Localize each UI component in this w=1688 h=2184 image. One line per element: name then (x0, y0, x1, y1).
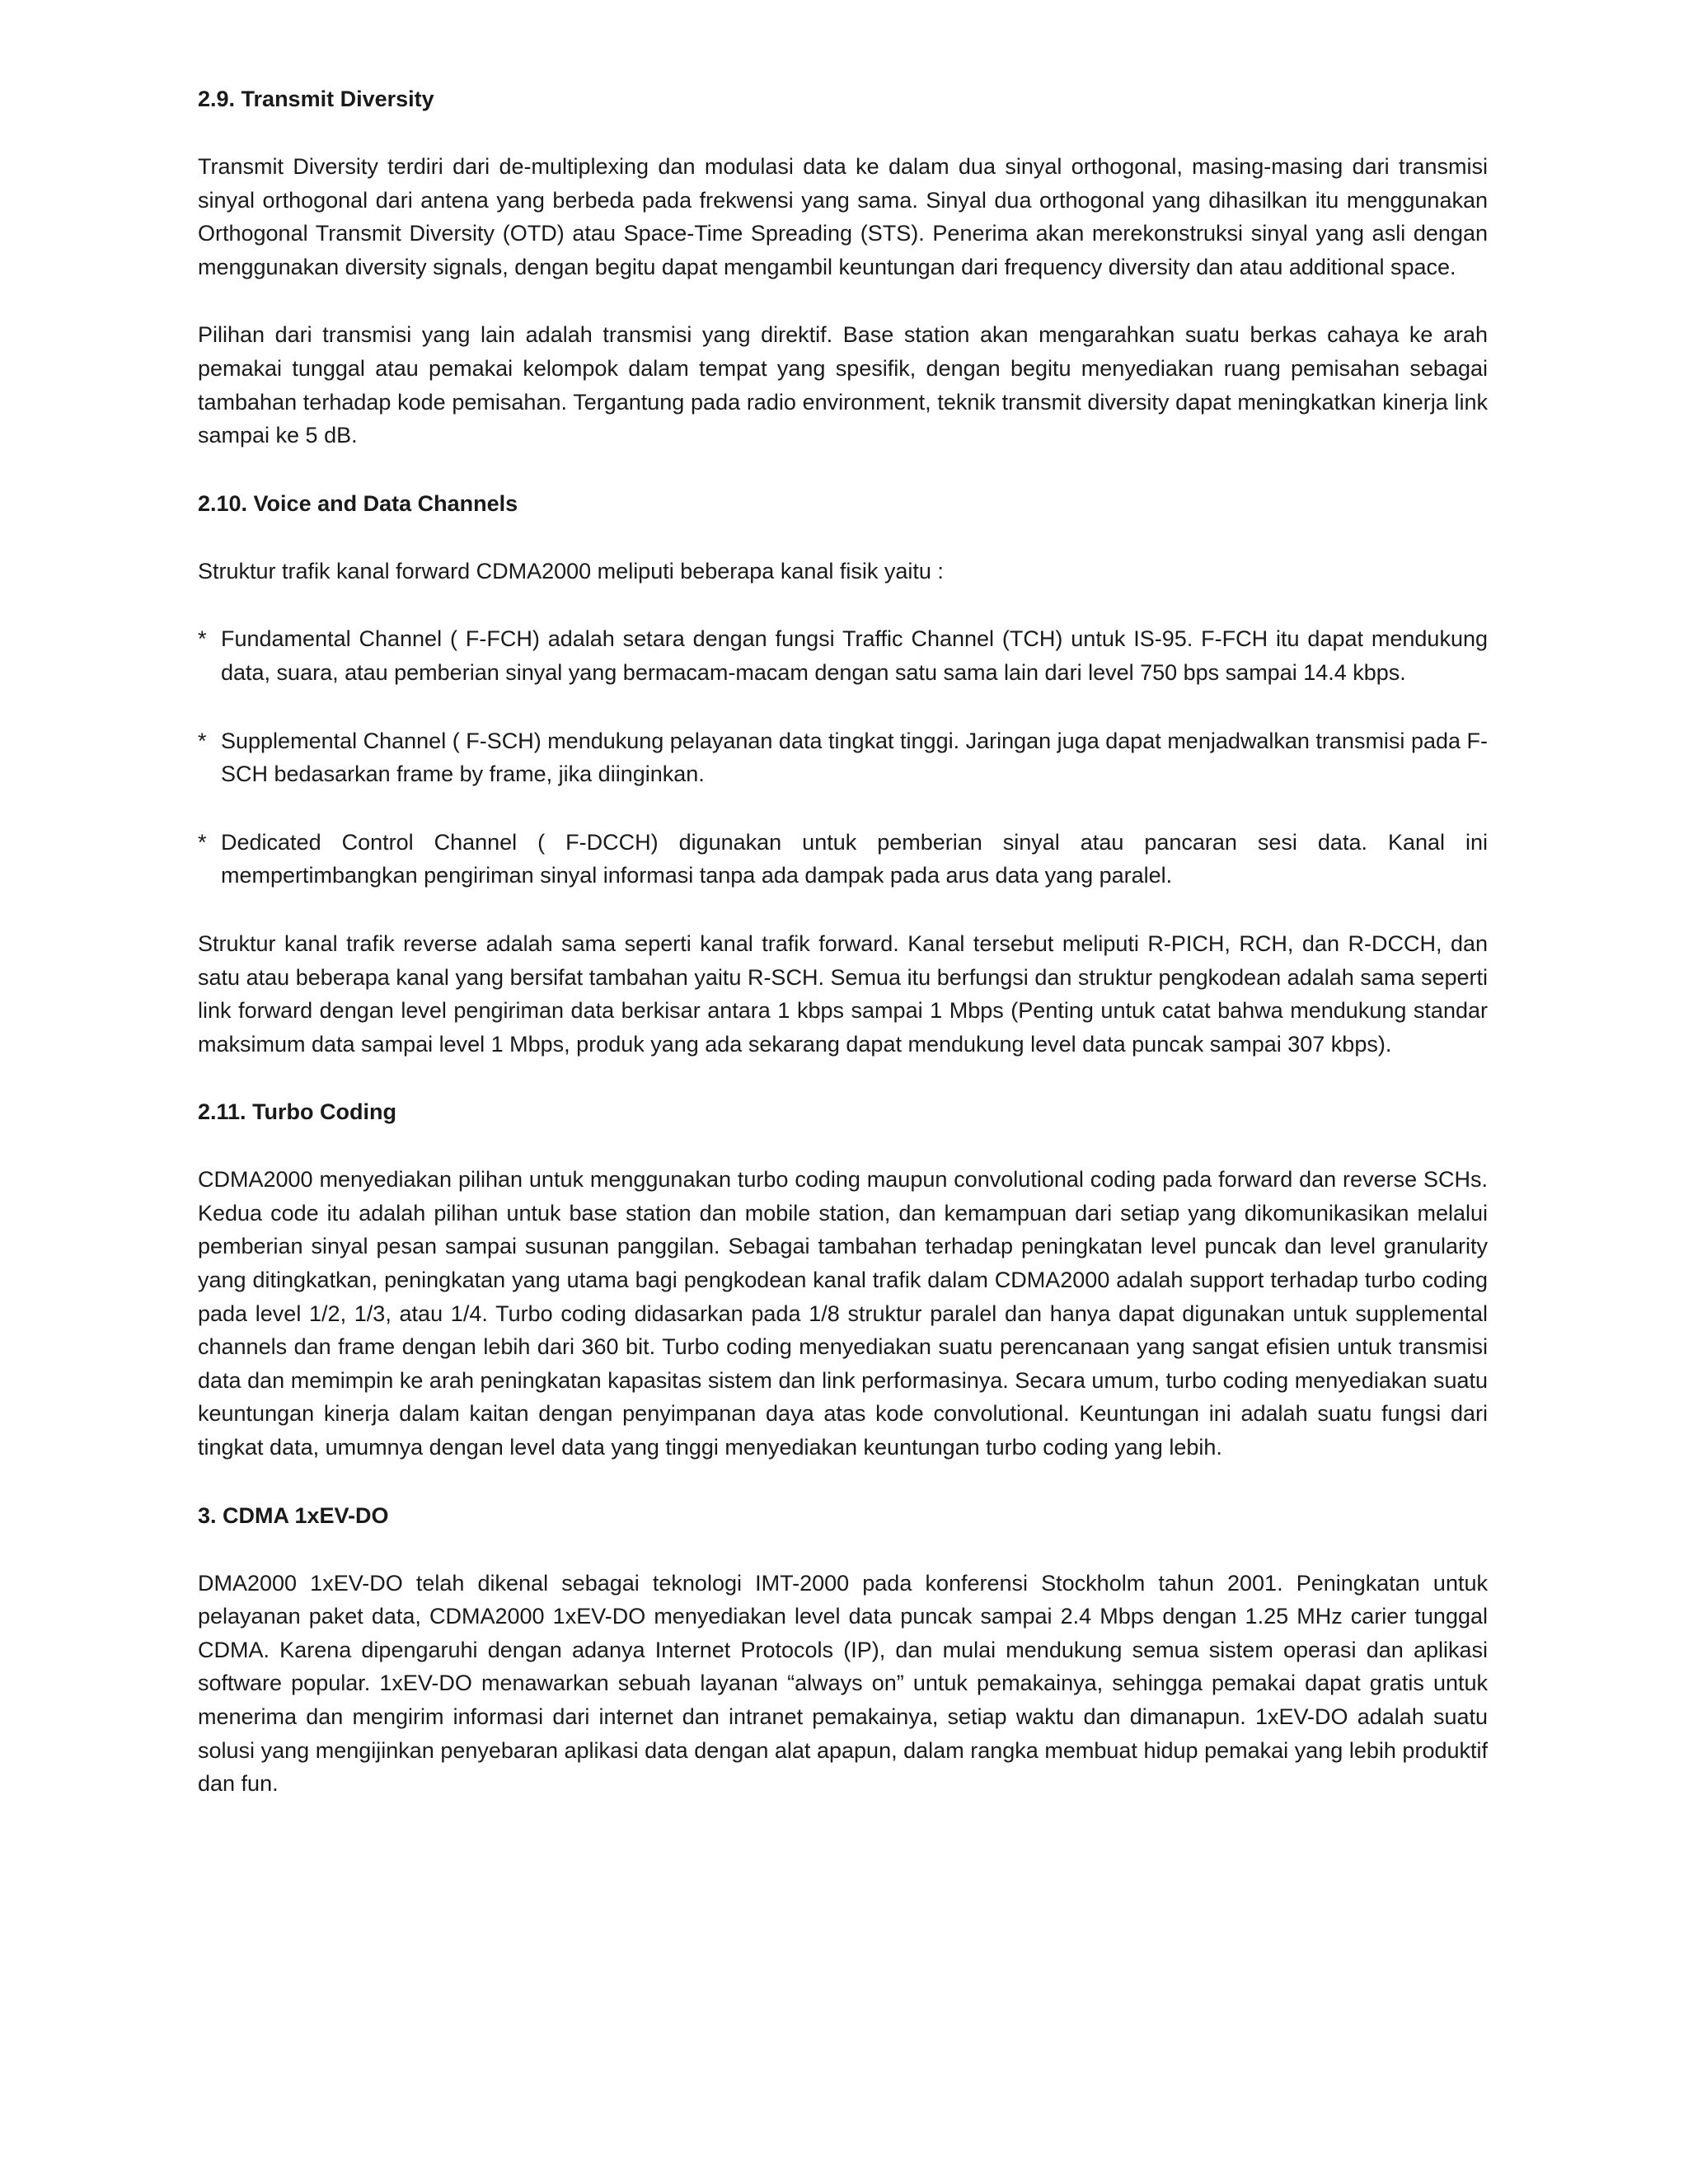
paragraph: Pilihan dari transmisi yang lain adalah transmisi yang direktif. Base station akan mengarahkan suatu berkas cahaya ke arah pemakai tunggal atau pemakai kelompok dalam tempat yang spesifik, dengan begitu menyediakan ruang pemisahan sebagai tambahan terhadap kode pemisahan. Tergantung pada radio environment, teknik transmit diversity dapat meningkatkan kinerja link sampai ke 5 dB. (198, 322, 1488, 448)
paragraph: Struktur kanal trafik reverse adalah sama seperti kanal trafik forward. Kanal tersebut meliputi R-PICH, RCH, dan R-DCCH, dan satu atau beberapa kanal yang bersifat tambahan yaitu R-SCH. Semua itu berfungsi dan struktur pengkodean adalah sama seperti link forward dengan level pengiriman data berkisar antara 1 kbps sampai 1 Mbps (Penting untuk catat bahwa mendukung standar maksimum data sampai level 1 Mbps, produk yang ada sekarang dapat mendukung level data puncak sampai 307 kbps). (198, 930, 1488, 1057)
document-page (198, 82, 1488, 1835)
section-heading-transmit-diversity: 2.9. Transmit Diversity (198, 87, 434, 111)
bullet-mark: * (198, 728, 207, 753)
section-heading-voice-data-channels: 2.10. Voice and Data Channels (198, 490, 518, 516)
paragraph: Struktur trafik kanal forward CDMA2000 meliputi beberapa kanal fisik yaitu : (198, 558, 944, 583)
list-item (198, 724, 1488, 791)
section-heading-cdma-1xev-do: 3. CDMA 1xEV-DO (198, 1502, 389, 1528)
list-item-text: Supplemental Channel ( F-SCH) mendukung pelayanan data tingkat tinggi. Jaringan juga dapat menjadwalkan transmisi pada F-SCH bedasarkan frame by frame, jika diinginkan. (221, 728, 1488, 787)
list-item (198, 622, 1488, 689)
section-heading-turbo-coding: 2.11. Turbo Coding (198, 1099, 397, 1125)
paragraph: DMA2000 1xEV-DO telah dikenal sebagai teknologi IMT-2000 pada konferensi Stockholm tahun 2001. Peningkatan untuk pelayanan paket data, CDMA2000 1xEV-DO menyediakan level data puncak sampai 2.4 Mbps dengan 1.25 MHz carier tunggal CDMA. Karena dipengaruhi dengan adanya Internet Protocols (IP), dan mulai mendukung semua sistem operasi dan aplikasi software popular. 1xEV-DO menawarkan sebuah layanan “always on” untuk pemakainya, sehingga pemakai dapat gratis untuk menerima dan mengirim informasi dari internet dan intranet pemakainya, setiap waktu dan dimanapun. 1xEV-DO adalah suatu solusi yang mengijinkan penyebaran aplikasi data dengan alat apapun, dalam rangka membuat hidup pemakai yang lebih produktif dan fun. (198, 1570, 1488, 1797)
bullet-mark: * (198, 626, 207, 652)
bullet-mark: * (198, 829, 207, 855)
paragraph: CDMA2000 menyediakan pilihan untuk menggunakan turbo coding maupun convolutional coding pada forward dan reverse SCHs. Kedua code itu adalah pilihan untuk base station dan mobile station, dan kemampuan dari setiap yang dikomunikasikan melalui pemberian sinyal pesan sampai susunan panggilan. Sebagai tambahan terhadap peningkatan level puncak dan level granularity yang ditingkatkan, peningkatan yang utama bagi pengkodean kanal trafik dalam CDMA2000 adalah support terhadap turbo coding pada level 1/2, 1/3, atau 1/4. Turbo coding didasarkan pada 1/8 struktur paralel dan hanya dapat digunakan untuk supplemental channels dan frame dengan lebih dari 360 bit. Turbo coding menyediakan suatu perencanaan yang sangat efisien untuk transmisi data dan memimpin ke arah peningkatan kapasitas sistem dan link performasinya. Secara umum, turbo coding menyediakan suatu keuntungan kinerja dalam kaitan dengan penyimpanan daya atas kode convolutional. Keuntungan ini adalah suatu fungsi dari tingkat data, umumnya dengan level data yang tinggi menyediakan keuntungan turbo coding yang lebih. (198, 1167, 1488, 1460)
paragraph: Transmit Diversity terdiri dari de-multiplexing dan modulasi data ke dalam dua sinyal orthogonal, masing-masing dari transmisi sinyal orthogonal dari antena yang berbeda pada frekwensi yang sama. Sinyal dua orthogonal yang dihasilkan itu menggunakan Orthogonal Transmit Diversity (OTD) atau Space-Time Spreading (STS). Penerima akan merekonstruksi sinyal yang asli dengan menggunakan diversity signals, dengan begitu dapat mengambil keuntungan dari frequency diversity dan atau additional space. (198, 154, 1488, 279)
list-item-text: Dedicated Control Channel ( F-DCCH) digunakan untuk pemberian sinyal atau pancaran sesi data. Kanal ini mempertimbangkan pengiriman sinyal informasi tanpa ada dampak pada arus data yang paralel. (221, 829, 1488, 888)
list-item-text: Fundamental Channel ( F-FCH) adalah setara dengan fungsi Traffic Channel (TCH) untuk IS-95. F-FCH itu dapat mendukung data, suara, atau pemberian sinyal yang bermacam-macam dengan satu sama lain dari level 750 bps sampai 14.4 kbps. (221, 626, 1488, 685)
list-item (198, 826, 1488, 893)
